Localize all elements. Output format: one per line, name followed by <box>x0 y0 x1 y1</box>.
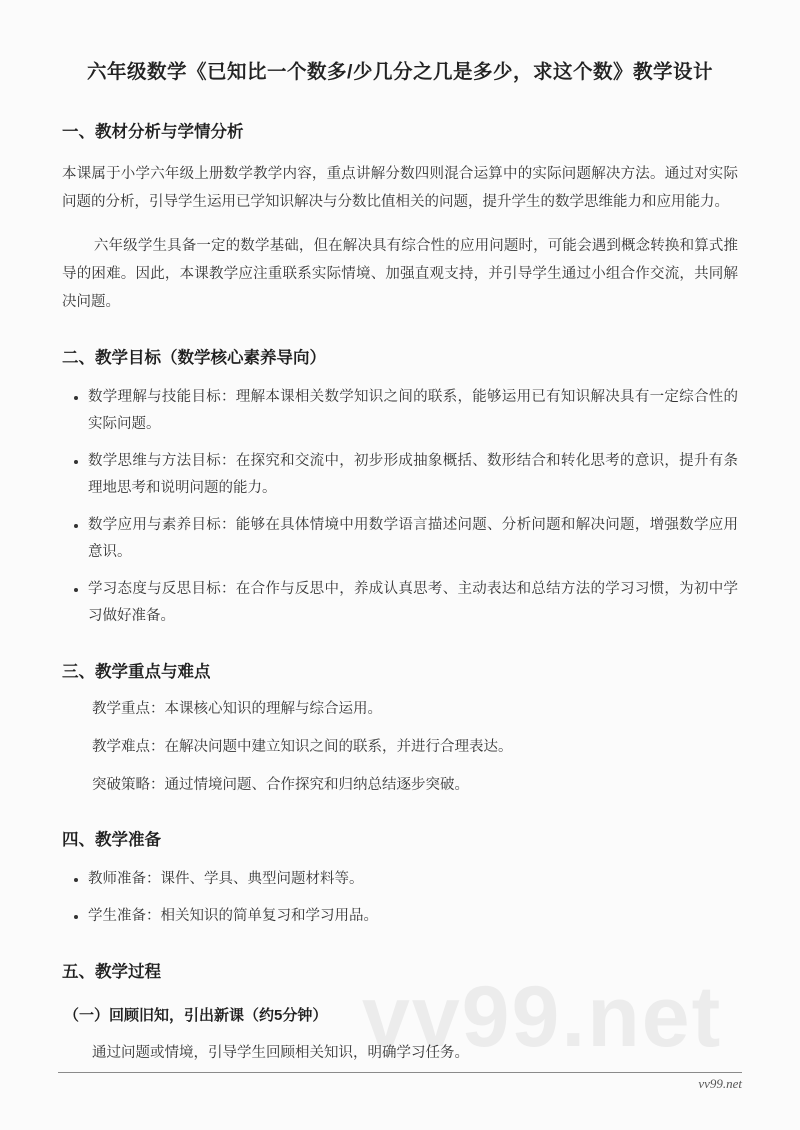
section-heading-4: 四、教学准备 <box>62 831 161 849</box>
list-item: • 数学理解与技能目标：理解本课相关数学知识之间的联系，能够运用已有知识解决具有一定综合性的实际问题。 <box>88 384 738 438</box>
section-key-points <box>62 660 738 798</box>
goal-list <box>62 384 738 630</box>
preparation-list <box>62 866 738 930</box>
paragraph: 教学难点：在解决问题中建立知识之间的联系，并进行合理表达。 <box>92 739 513 755</box>
section-preparation <box>62 828 738 930</box>
section-teaching-process <box>62 960 738 1066</box>
section-heading-3: 三、教学重点与难点 <box>62 663 211 681</box>
paragraph: 本课属于小学六年级上册数学教学内容，重点讲解分数四则混合运算中的实际问题解决方法。通过对实际问题的分析，引导学生运用已学知识解决与分数比值相关的问题，提升学生的数学思维能力和应用能力。 <box>62 166 738 210</box>
page-footer <box>58 1072 742 1093</box>
section-heading-5: 五、教学过程 <box>62 963 161 981</box>
list-item: • 学习态度与反思目标：在合作与反思中，养成认真思考、主动表达和总结方法的学习习惯，为初中学习做好准备。 <box>88 576 738 630</box>
background-watermark: vv99.net <box>362 969 723 1065</box>
section-heading-1: 一、教材分析与学情分析 <box>62 123 244 141</box>
paragraph: 通过问题或情境，引导学生回顾相关知识，明确学习任务。 <box>92 1045 469 1061</box>
paragraph: 突破策略：通过情境问题、合作探究和归纳总结逐步突破。 <box>92 777 469 793</box>
section-material-analysis <box>62 120 738 316</box>
section-teaching-goals <box>62 346 738 630</box>
list-item: • 数学应用与素养目标：能够在具体情境中用数学语言描述问题、分析问题和解决问题，增强数学应用意识。 <box>88 512 738 566</box>
list-item: • 数学思维与方法目标：在探究和交流中，初步形成抽象概括、数形结合和转化思考的意识，提升有条理地思考和说明问题的能力。 <box>88 448 738 502</box>
paragraph: 教学重点：本课核心知识的理解与综合运用。 <box>92 701 382 717</box>
footer-site-label: vv99.net <box>698 1076 742 1091</box>
document-title: 六年级数学《已知比一个数多/少几分之几是多少，求这个数》教学设计 <box>87 61 713 83</box>
list-item: • 学生准备：相关知识的简单复习和学习用品。 <box>88 903 738 930</box>
paragraph: 六年级学生具备一定的数学基础，但在解决具有综合性的应用问题时，可能会遇到概念转换和算式推导的困难。因此，本课教学应注重联系实际情境、加强直观支持，并引导学生通过小组合作交流，共同解决问题。 <box>62 238 738 310</box>
list-item: • 教师准备：课件、学具、典型问题材料等。 <box>88 866 738 893</box>
subsection-heading: （一）回顾旧知，引出新课（约5分钟） <box>64 1007 328 1024</box>
section-heading-2: 二、教学目标（数学核心素养导向） <box>62 349 326 367</box>
